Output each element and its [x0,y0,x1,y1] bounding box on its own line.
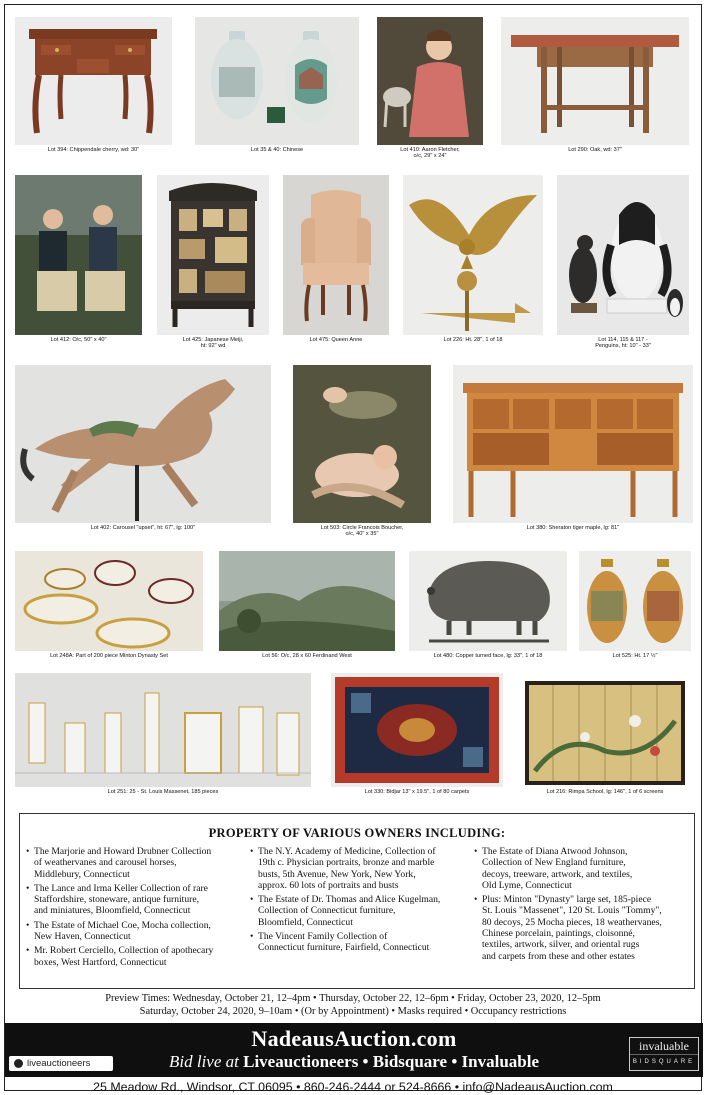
contact-line: 25 Meadow Rd., Windsor, CT 06095 • 860-246-2444 or 524-8666 • info@NadeausAuction.com [93,1080,613,1094]
lot-caption: Lot 525: Ht. 17 ½" [612,653,658,659]
wing-chair-photo [283,175,389,335]
owners-column-2 [250,846,476,957]
lot-caption: Lot 503: Circle Francois Boucher, [320,525,404,531]
oak-table-photo [501,17,689,145]
liveauctioneers-icon [14,1059,23,1068]
owner-entry: • The Estate of Michael Coe, Mocha collection, New Haven, Connecticut [26,920,254,943]
preview-times: Preview Times: Wednesday, October 21, 12–4pm • Thursday, October 22, 12–6pm • Friday, October 23, 2020, 12–5pm [105,993,601,1004]
owner-entry: • Plus: Minton "Dynasty" large set, 185-piece St. Louis "Massenet", 120 St. Louis "Tommy", 80 decoys, 25 Mocha pieces, 18 weathervanes, Chinese porcelain, paintings, cloisonné, textiles, artwork, silver, and oriental rugs and carpets from these and other estates [474,894,696,962]
lowboy-photo [15,17,172,145]
lot-caption: Lot 56: O/c, 28 x 60 Ferdinand West [262,653,352,659]
owner-entry: • Mr. Robert Cerciello, Collection of apothecary boxes, West Hartford, Connecticut [26,945,254,968]
owner-entry: • The Estate of Dr. Thomas and Alice Kugelman, Collection of Connecticut furniture, Bloomfield, Connecticut [250,894,476,928]
chinese-jars-photo [195,17,359,145]
landscape-painting-photo [219,551,395,651]
sheraton-sideboard-photo [453,365,693,523]
lot-caption-detail: o/c, 29" x 24" [413,153,447,159]
eagle-weathervane-photo [403,175,543,335]
lot-caption: Lot 330: Bidjar 13" x 19.5", 1 of 80 carpets [364,789,470,795]
lot-caption: Lot 380: Sheraton tiger maple, lg: 81" [526,525,620,531]
carousel-horse-photo [15,365,271,523]
bidjar-carpet-photo [331,673,503,787]
lot-caption: Lot 394: Chippendale cherry, wd: 30" [47,147,140,153]
lot-caption: Lot 248A: Part of 200 piece Minton Dynasty Set [50,653,168,659]
website-url[interactable]: NadeausAuction.com [251,1026,457,1051]
lot-caption: Lot 226: Ht. 28", 1 of 18 [443,337,503,343]
lot-caption: Lot 216: Rimpa School, lg: 146", 1 of 6 screens [546,789,664,795]
lot-caption: Lot 425: Japanese Meiji, [182,337,244,343]
owner-entry: • The Marjorie and Howard Drubner Collection of weathervanes and carousel horses, Middlebury, Connecticut [26,846,254,880]
owners-title: PROPERTY OF VARIOUS OWNERS INCLUDING: [208,826,506,840]
lot-caption-detail: o/c, 40" x 35" [345,531,379,537]
lot-caption: Lot 251: 25 - St. Louis Massenet, 185 pieces [107,789,219,795]
auction-advertisement [4,4,702,1094]
lot-caption: Lot 402: Carousel "upset", ht: 67", lg: 100" [90,525,196,531]
owner-entry: • The Vincent Family Collection of Connecticut furniture, Fairfield, Connecticut [250,931,476,954]
boucher-painting-photo [293,365,431,523]
cloisonne-jars-photo [579,551,691,651]
owners-section [19,813,695,989]
bid-live-prefix: Bid live at [168,1052,239,1071]
preview-times-saturday: Saturday, October 24, 2020, 9–10am • (Or by Appointment) • Masks required • Occupancy restrictions [139,1006,567,1017]
lot-caption: Lot 35 & 40: Chinese [250,147,304,153]
lot-caption: Lot 290: Oak, wd: 37" [568,147,622,153]
website-banner [5,1023,703,1077]
meiji-cabinet-photo [157,175,269,335]
minton-set-photo [15,551,203,651]
owner-entry: • The Estate of Diana Atwood Johnson, Collection of New England furniture, decoys, treeware, artwork, and textiles, Old Lyme, Connecticut [474,846,696,891]
lot-caption: Lot 410: Aaron Fletcher, [400,147,460,153]
portrait-girl-photo [377,17,483,145]
bid-platforms: Liveauctioneers • Bidsquare • Invaluable [243,1052,540,1071]
liveauctioneers-logo: liveauctioneers [9,1056,113,1071]
lot-caption: Lot 412: O/c, 50" x 40" [50,337,107,343]
penguins-photo [557,175,689,335]
owner-entry: • The Lance and Irma Keller Collection of rare Staffordshire, stoneware, antique furniture, and miniatures, Bloomfield, Connecticut [26,883,254,917]
owners-column-3 [474,846,696,965]
lot-caption: Lot 114, 115 & 117 - [598,337,648,343]
pig-weathervane-photo [409,551,567,651]
invaluable-bidsquare-logo: invaluable BIDSQUARE [629,1037,699,1071]
owner-entry: • The N.Y. Academy of Medicine, Collection of 19th c. Physician portraits, bronze and marble busts, 5th Avenue, New York, New York, approx. 60 lots of portraits and busts [250,846,476,891]
two-boys-painting-photo [15,175,142,335]
lot-caption: Lot 475: Queen Anne [309,337,363,343]
lot-caption: Lot 480: Copper turned face, lg: 33", 1 of 18 [433,653,543,659]
owners-column-1 [26,846,254,971]
lot-caption-detail: Penguins, ht: 10" - 33" [595,343,651,349]
rimpa-screen-photo [525,681,685,785]
st-louis-crystal-photo [15,673,311,787]
lot-caption-detail: ht: 92" wd [200,343,226,349]
